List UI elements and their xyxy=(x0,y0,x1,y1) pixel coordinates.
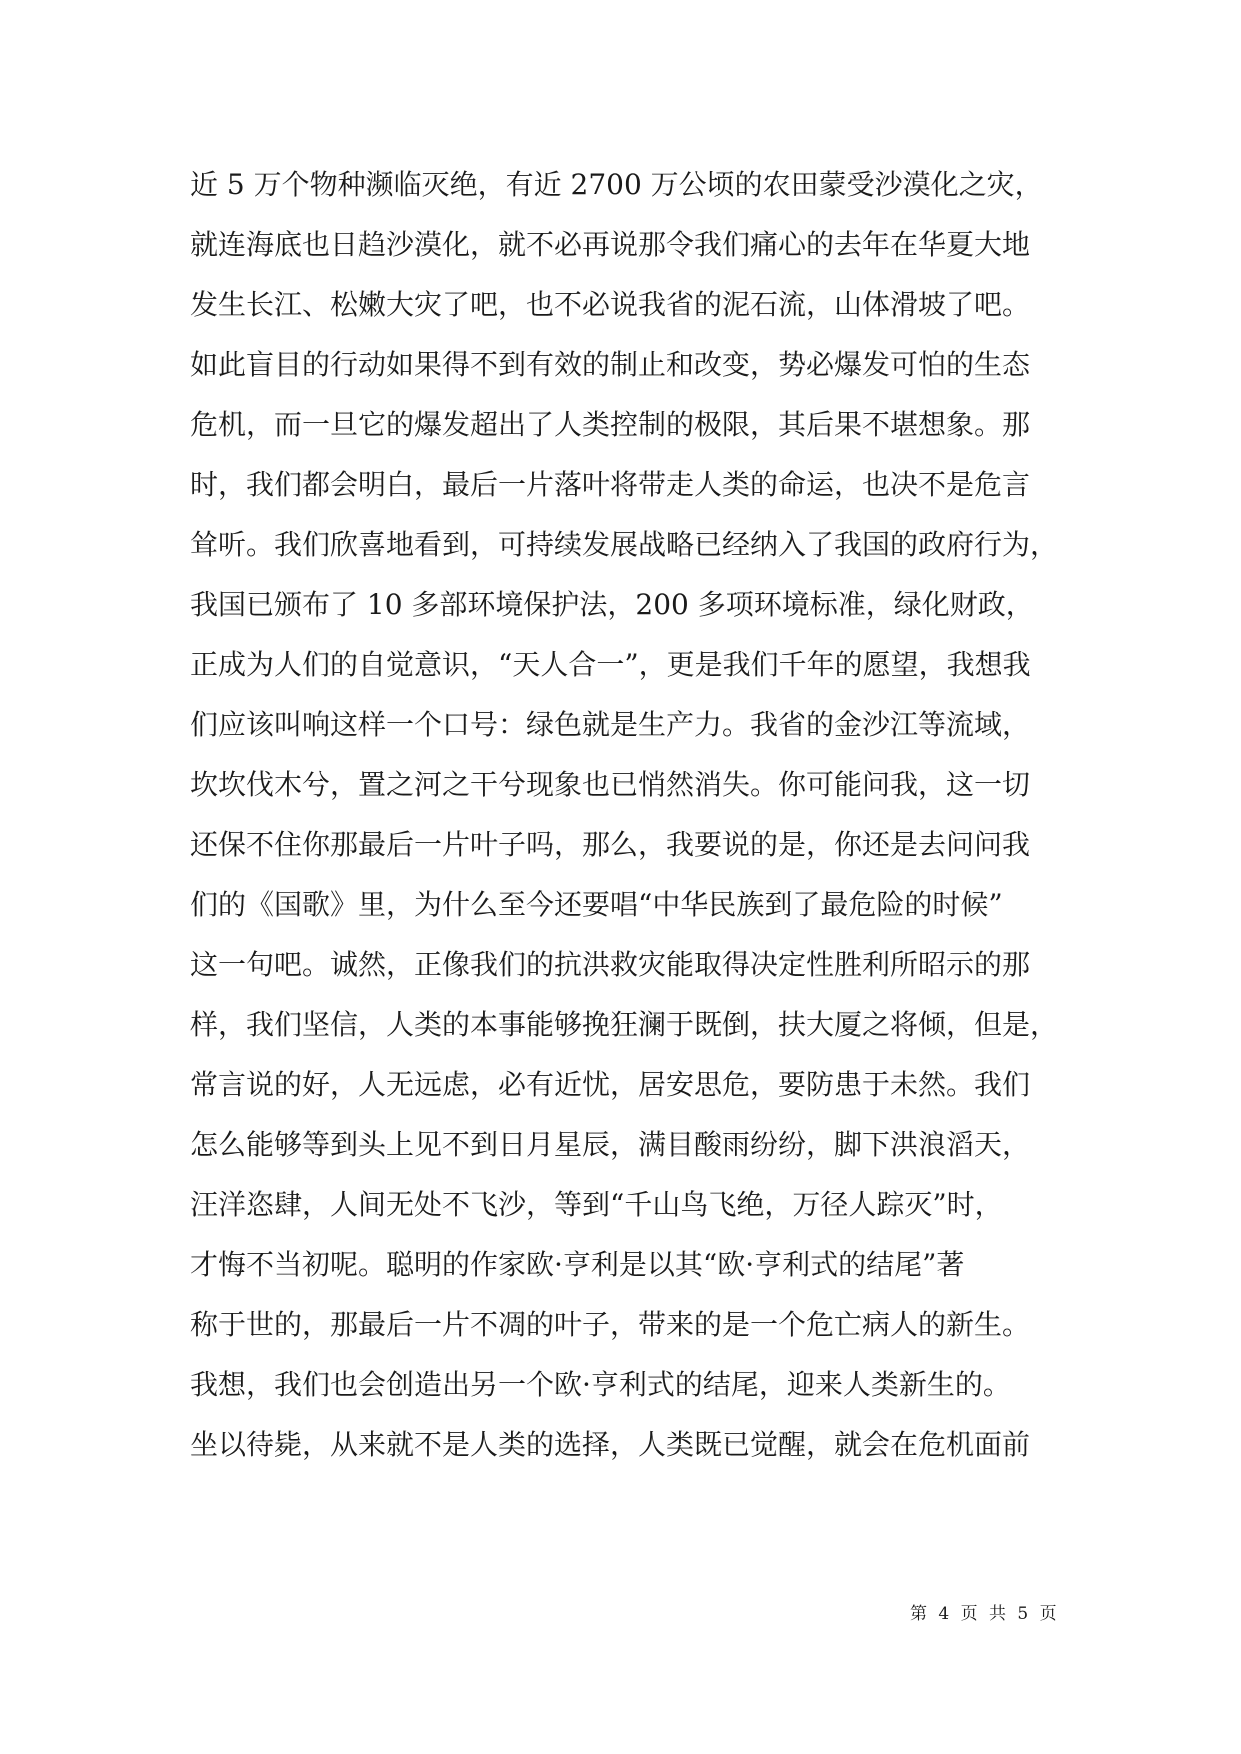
text-line: 还保不住你那最后一片叶子吗，那么，我要说的是，你还是去问问我 xyxy=(190,828,1031,861)
text-line: 就连海底也日趋沙漠化，就不必再说那令我们痛心的去年在华夏大地 xyxy=(190,228,1031,261)
text-line: 我想，我们也会创造出另一个欧·亨利式的结尾，迎来人类新生的。 xyxy=(190,1368,1011,1401)
text-line: 这一句吧。诚然，正像我们的抗洪救灾能取得决定性胜利所昭示的那 xyxy=(190,948,1031,981)
text-line: 发生长江、松嫩大灾了吧，也不必说我省的泥石流，山体滑坡了吧。 xyxy=(190,288,1031,321)
text-line: 们的《国歌》里，为什么至今还要唱“中华民族到了最危险的时候” xyxy=(190,888,1003,921)
text-line: 坎坎伐木兮，置之河之干兮现象也已悄然消失。你可能问我，这一切 xyxy=(190,768,1031,801)
page-number: 第 4 页 共 5 页 xyxy=(910,1604,1058,1624)
text-line: 称于世的，那最后一片不凋的叶子，带来的是一个危亡病人的新生。 xyxy=(190,1308,1031,1341)
text-line: 正成为人们的自觉意识，“天人合一”，更是我们千年的愿望，我想我 xyxy=(190,648,1031,681)
text-line: 汪洋恣肆，人间无处不飞沙，等到“千山鸟飞绝，万径人踪灭”时， xyxy=(190,1188,1003,1221)
text-line: 怎么能够等到头上见不到日月星辰，满目酸雨纷纷，脚下洪浪滔天， xyxy=(190,1128,1031,1161)
text-line: 时，我们都会明白，最后一片落叶将带走人类的命运，也决不是危言 xyxy=(190,468,1031,501)
body-text xyxy=(190,155,1070,1475)
text-line: 们应该叫响这样一个口号：绿色就是生产力。我省的金沙江等流域， xyxy=(190,708,1031,741)
text-line: 样，我们坚信，人类的本事能够挽狂澜于既倒，扶大厦之将倾，但是， xyxy=(190,1008,1059,1041)
text-line: 我国已颁布了 10 多部环境保护法，200 多项环境标准，绿化财政， xyxy=(190,588,1034,621)
text-line: 耸听。我们欣喜地看到，可持续发展战略已经纳入了我国的政府行为， xyxy=(190,528,1059,561)
text-line: 危机，而一旦它的爆发超出了人类控制的极限，其后果不堪想象。那 xyxy=(190,408,1031,441)
text-line: 坐以待毙，从来就不是人类的选择，人类既已觉醒，就会在危机面前 xyxy=(190,1428,1031,1461)
text-line: 常言说的好，人无远虑，必有近忧，居安思危，要防患于未然。我们 xyxy=(190,1068,1031,1101)
text-line: 如此盲目的行动如果得不到有效的制止和改变，势必爆发可怕的生态 xyxy=(190,348,1031,381)
text-line: 才悔不当初呢。聪明的作家欧·亨利是以其“欧·亨利式的结尾”著 xyxy=(190,1248,965,1281)
text-line: 近 5 万个物种濒临灭绝，有近 2700 万公顷的农田蒙受沙漠化之灾， xyxy=(190,168,1043,201)
